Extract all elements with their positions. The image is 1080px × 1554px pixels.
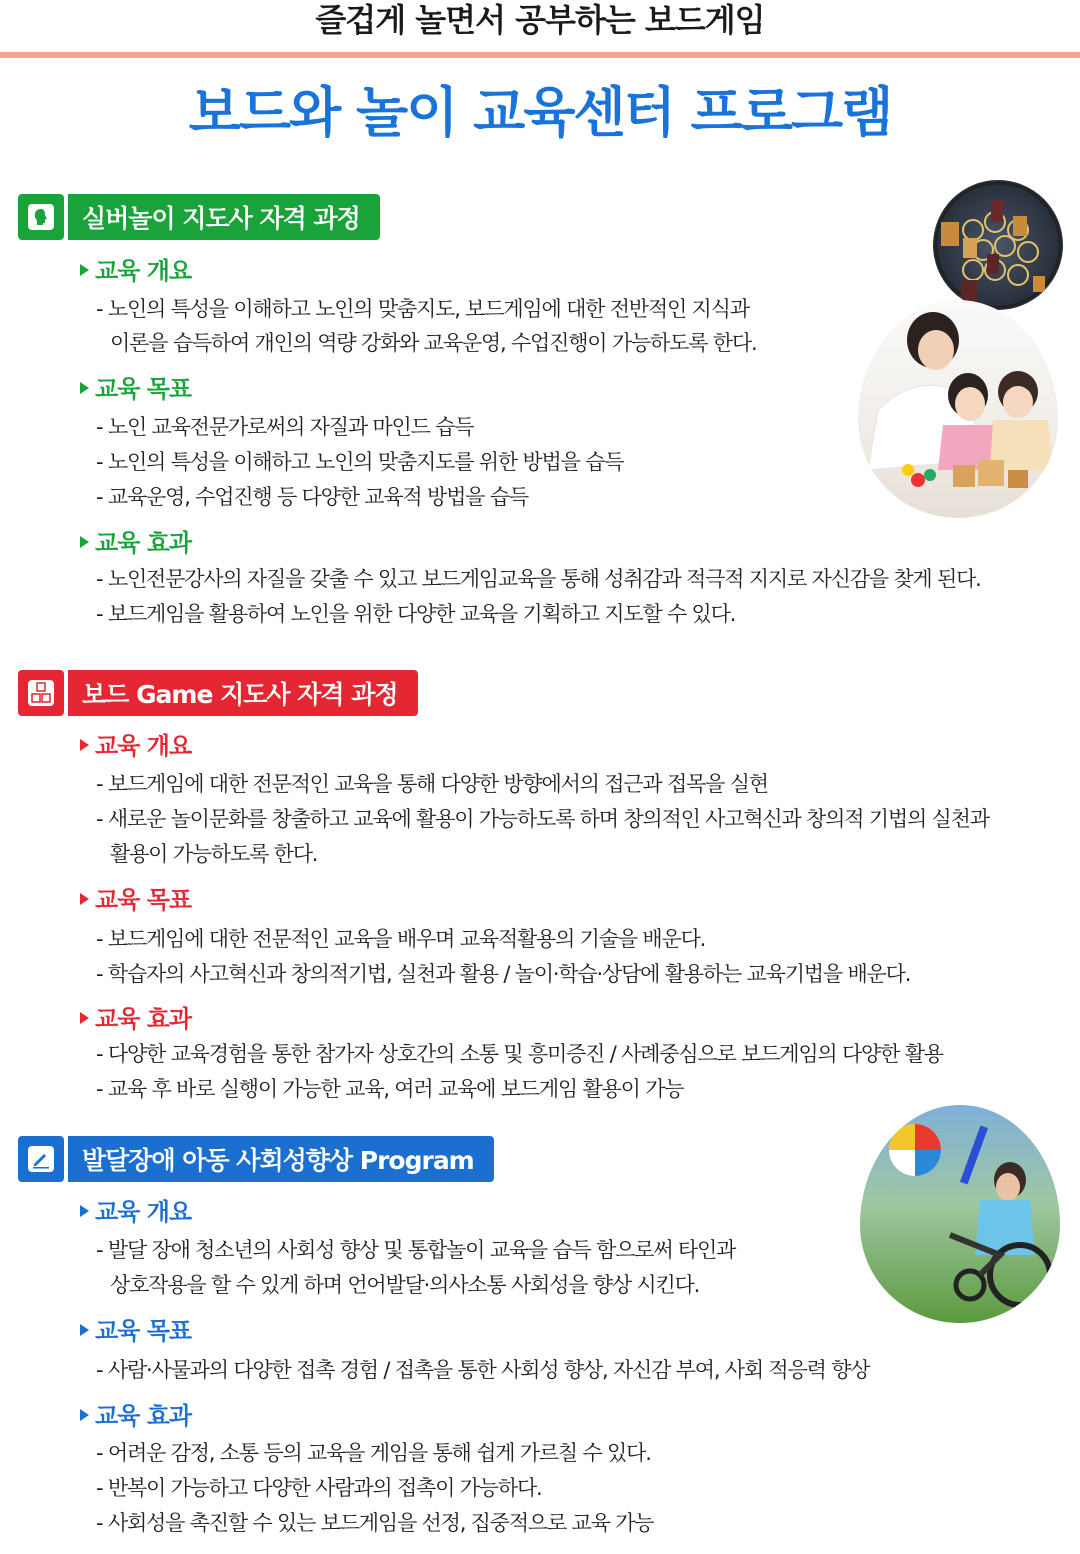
subheading-goal: 교육 목표 bbox=[80, 374, 191, 404]
subheading-goal: 교육 목표 bbox=[80, 1316, 191, 1346]
text-line: - 보드게임에 대한 전문적인 교육을 통해 다양한 방향에서의 접근과 접목을 실현 bbox=[96, 772, 768, 796]
top-title: 즐겁게 놀면서 공부하는 보드게임 bbox=[315, 1, 765, 39]
text-line: - 어려운 감정, 소통 등의 교육을 게임을 통해 쉽게 가르칠 수 있다. bbox=[96, 1441, 651, 1465]
text-line: - 노인 교육전문가로써의 자질과 마인드 습득 bbox=[96, 415, 474, 439]
text-line: - 교육운영, 수업진행 등 다양한 교육적 방법을 습득 bbox=[96, 485, 528, 509]
board-game-photo bbox=[933, 180, 1063, 310]
text-line: - 보드게임에 대한 전문적인 교육을 배우며 교육적활용의 기술을 배운다. bbox=[96, 927, 706, 951]
subheading-overview: 교육 개요 bbox=[80, 731, 191, 761]
section-header-development bbox=[18, 1136, 494, 1182]
subheading-effect: 교육 효과 bbox=[80, 528, 191, 558]
family-playing-photo bbox=[858, 300, 1058, 518]
text-line: - 학습자의 사고혁신과 창의적기법, 실천과 활용 / 놀이·학습·상담에 활용하는 교육기법을 배운다. bbox=[96, 962, 911, 986]
pencil-edit-icon bbox=[18, 1136, 64, 1182]
section-title: 보드 Game 지도사 자격 과정 bbox=[68, 670, 418, 716]
text-line: - 새로운 놀이문화를 창출하고 교육에 활용이 가능하도록 하며 창의적인 사고혁신과 창의적 기법의 실천과 bbox=[96, 807, 989, 831]
section-title: 발달장애 아동 사회성향상 Program bbox=[68, 1136, 494, 1182]
text-line: - 노인의 특성을 이해하고 노인의 맞춤지도를 위한 방법을 습득 bbox=[96, 450, 624, 474]
text-line: 이론을 습득하여 개인의 역량 강화와 교육운영, 수업진행이 가능하도록 한다. bbox=[110, 331, 757, 355]
subheading-effect: 교육 효과 bbox=[80, 1401, 191, 1431]
person-head-icon bbox=[18, 194, 64, 240]
child-wheelchair-photo bbox=[860, 1105, 1060, 1323]
text-line: - 발달 장애 청소년의 사회성 향상 및 통합놀이 교육을 습득 함으로써 타인과 bbox=[96, 1238, 736, 1262]
subheading-overview: 교육 개요 bbox=[80, 256, 191, 286]
text-line: - 반복이 가능하고 다양한 사람과의 접촉이 가능하다. bbox=[96, 1476, 542, 1500]
text-line: - 사람·사물과의 다양한 접촉 경험 / 접촉을 통한 사회성 향상, 자신감 부여, 사회 적응력 향상 bbox=[96, 1358, 870, 1382]
section-header-silver bbox=[18, 194, 380, 240]
abc-blocks-icon bbox=[18, 670, 64, 716]
section-title: 실버놀이 지도사 자격 과정 bbox=[68, 194, 380, 240]
subheading-overview: 교육 개요 bbox=[80, 1197, 191, 1227]
text-line: - 다양한 교육경험을 통한 참가자 상호간의 소통 및 흥미증진 / 사례중심으로 보드게임의 다양한 활용 bbox=[96, 1042, 943, 1066]
text-line: - 노인의 특성을 이해하고 노인의 맞춤지도, 보드게임에 대한 전반적인 지식과 bbox=[96, 297, 749, 321]
subheading-goal: 교육 목표 bbox=[80, 885, 191, 915]
top-divider bbox=[0, 52, 1080, 58]
text-line: - 교육 후 바로 실행이 가능한 교육, 여러 교육에 보드게임 활용이 가능 bbox=[96, 1077, 684, 1101]
text-line: - 사회성을 촉진할 수 있는 보드게임을 선정, 집중적으로 교육 가능 bbox=[96, 1511, 654, 1535]
text-line: - 노인전문강사의 자질을 갖출 수 있고 보드게임교육을 통해 성취감과 적극적 지지로 자신감을 찾게 된다. bbox=[96, 567, 981, 591]
text-line: - 보드게임을 활용하여 노인을 위한 다양한 교육을 기획하고 지도할 수 있다. bbox=[96, 602, 736, 626]
subheading-effect: 교육 효과 bbox=[80, 1004, 191, 1034]
section-header-boardgame bbox=[18, 670, 418, 716]
text-line: 상호작용을 할 수 있게 하며 언어발달·의사소통 사회성을 향상 시킨다. bbox=[110, 1273, 700, 1297]
main-title: 보드와 놀이 교육센터 프로그램 bbox=[188, 81, 892, 144]
text-line: 활용이 가능하도록 한다. bbox=[110, 842, 318, 866]
